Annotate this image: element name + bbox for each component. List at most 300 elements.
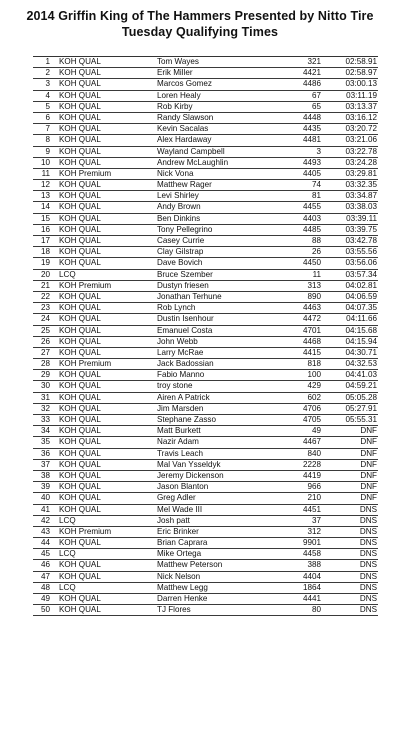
- table-row: [33, 538, 378, 549]
- table-row: [33, 370, 378, 381]
- position-cell: 12: [40, 180, 50, 190]
- position-cell: 9: [45, 146, 50, 156]
- class-cell: KOH QUAL: [59, 594, 101, 603]
- class-cell: KOH QUAL: [59, 448, 101, 458]
- car-number-cell: 388: [307, 560, 321, 570]
- driver-name-cell: Ben Dinkins: [157, 213, 201, 223]
- driver-name-cell: Jason Blanton: [157, 482, 209, 492]
- position-cell: 4: [45, 90, 50, 100]
- driver-name-cell: Dave Bovich: [157, 258, 203, 268]
- table-row: [33, 348, 378, 359]
- driver-name-cell: troy stone: [157, 381, 193, 391]
- car-number-cell: 37: [311, 515, 321, 525]
- driver-name-cell: Stephane Zasso: [157, 415, 216, 424]
- driver-name-cell: Eric Brinker: [157, 526, 199, 536]
- car-number-cell: 4448: [302, 112, 321, 122]
- qualifying-time-cell: 03:34.87: [345, 191, 377, 201]
- position-cell: 23: [40, 303, 50, 313]
- qualifying-time-cell: 04:41.03: [345, 370, 377, 380]
- qualifying-time-cell: DNS: [359, 538, 377, 548]
- class-cell: KOH Premium: [59, 168, 112, 178]
- car-number-cell: 65: [311, 101, 321, 111]
- driver-name-cell: Wayland Campbell: [157, 146, 225, 156]
- car-number-cell: 313: [307, 280, 321, 290]
- driver-name-cell: Matthew Peterson: [157, 560, 223, 570]
- class-cell: KOH QUAL: [59, 57, 101, 66]
- car-number-cell: 4485: [302, 224, 321, 234]
- driver-name-cell: Josh patt: [157, 515, 190, 525]
- table-row: [33, 158, 378, 169]
- table-row: [33, 527, 378, 538]
- qualifying-time-cell: 04:32.53: [345, 359, 377, 369]
- position-cell: 3: [45, 79, 50, 89]
- class-cell: KOH QUAL: [59, 146, 101, 156]
- driver-name-cell: Jack Badossian: [157, 359, 214, 369]
- car-number-cell: 966: [307, 482, 321, 492]
- class-cell: KOH QUAL: [59, 291, 101, 301]
- class-cell: KOH QUAL: [59, 224, 101, 234]
- position-cell: 34: [40, 426, 50, 436]
- class-cell: KOH QUAL: [59, 112, 101, 122]
- car-number-cell: 4458: [302, 549, 321, 559]
- qualifying-time-cell: 03:32.35: [345, 180, 377, 190]
- class-cell: LCQ: [59, 582, 76, 592]
- position-cell: 24: [40, 314, 50, 324]
- table-row: [33, 572, 378, 583]
- car-number-cell: 4451: [302, 504, 321, 514]
- position-cell: 35: [40, 437, 50, 447]
- qualifying-time-cell: 02:58.97: [345, 68, 377, 78]
- qualifying-time-cell: 03:00.13: [345, 79, 377, 89]
- car-number-cell: 4403: [302, 213, 321, 223]
- driver-name-cell: Darren Henke: [157, 594, 208, 603]
- qualifying-time-cell: DNS: [359, 515, 377, 525]
- car-number-cell: 49: [311, 426, 321, 436]
- table-row: [33, 404, 378, 415]
- qualifying-time-cell: 05:05.28: [345, 392, 377, 402]
- qualifying-time-cell: 02:58.91: [345, 57, 377, 66]
- position-cell: 50: [40, 605, 50, 615]
- driver-name-cell: Jonathan Terhune: [157, 291, 222, 301]
- car-number-cell: 26: [311, 247, 321, 257]
- car-number-cell: 4405: [302, 168, 321, 178]
- class-cell: KOH QUAL: [59, 415, 101, 424]
- position-cell: 44: [40, 538, 50, 548]
- driver-name-cell: Larry McRae: [157, 347, 204, 357]
- table-row: [33, 437, 378, 448]
- position-cell: 25: [40, 325, 50, 335]
- table-row: [33, 505, 378, 516]
- class-cell: LCQ: [59, 549, 76, 559]
- qualifying-time-cell: 05:27.91: [345, 403, 377, 413]
- class-cell: KOH QUAL: [59, 180, 101, 190]
- class-cell: KOH QUAL: [59, 470, 101, 480]
- table-row: [33, 191, 378, 202]
- position-cell: 41: [40, 504, 50, 514]
- qualifying-time-cell: DNS: [359, 560, 377, 570]
- position-cell: 22: [40, 291, 50, 301]
- table-row: [33, 281, 378, 292]
- driver-name-cell: TJ Flores: [157, 605, 191, 615]
- position-cell: 2: [45, 68, 50, 78]
- position-cell: 26: [40, 336, 50, 346]
- car-number-cell: 4463: [302, 303, 321, 313]
- position-cell: 1: [45, 57, 50, 66]
- class-cell: KOH QUAL: [59, 403, 101, 413]
- qualifying-time-cell: 04:15.68: [345, 325, 377, 335]
- car-number-cell: 4481: [302, 135, 321, 145]
- car-number-cell: 602: [307, 392, 321, 402]
- class-cell: KOH QUAL: [59, 392, 101, 402]
- qualifying-time-cell: DNS: [359, 594, 377, 603]
- position-cell: 30: [40, 381, 50, 391]
- driver-name-cell: Mal Van Ysseldyk: [157, 459, 221, 469]
- table-row: [33, 516, 378, 527]
- class-cell: KOH QUAL: [59, 202, 101, 212]
- car-number-cell: 74: [311, 180, 321, 190]
- driver-name-cell: Travis Leach: [157, 448, 204, 458]
- document-subtitle: Tuesday Qualifying Times: [121, 25, 279, 39]
- qualifying-time-cell: 04:59.21: [345, 381, 377, 391]
- table-row: [33, 258, 378, 269]
- qualifying-time-cell: DNS: [359, 582, 377, 592]
- driver-name-cell: Casey Currie: [157, 236, 205, 245]
- table-row: [33, 303, 378, 314]
- class-cell: KOH QUAL: [59, 303, 101, 313]
- table-row: [33, 449, 378, 460]
- car-number-cell: 312: [307, 526, 321, 536]
- driver-name-cell: Randy Slawson: [157, 112, 214, 122]
- position-cell: 15: [40, 213, 50, 223]
- table-row: [33, 471, 378, 482]
- qualifying-time-cell: 04:06.59: [345, 291, 377, 301]
- table-row: [33, 68, 378, 79]
- driver-name-cell: Alex Hardaway: [157, 135, 212, 145]
- position-cell: 14: [40, 202, 50, 212]
- class-cell: LCQ: [59, 269, 76, 279]
- qualifying-time-cell: DNF: [360, 470, 377, 480]
- class-cell: KOH QUAL: [59, 124, 101, 134]
- class-cell: KOH QUAL: [59, 68, 101, 78]
- car-number-cell: 4468: [302, 336, 321, 346]
- table-row: [33, 482, 378, 493]
- class-cell: KOH QUAL: [59, 213, 101, 223]
- class-cell: KOH QUAL: [59, 571, 101, 581]
- car-number-cell: 4455: [302, 202, 321, 212]
- car-number-cell: 321: [307, 57, 321, 66]
- driver-name-cell: Clay Gilstrap: [157, 247, 204, 257]
- driver-name-cell: John Webb: [157, 336, 198, 346]
- car-number-cell: 81: [311, 191, 321, 201]
- class-cell: KOH QUAL: [59, 90, 101, 100]
- qualifying-time-cell: DNS: [359, 571, 377, 581]
- car-number-cell: 429: [307, 381, 321, 391]
- class-cell: KOH QUAL: [59, 426, 101, 436]
- class-cell: LCQ: [59, 515, 76, 525]
- car-number-cell: 4705: [302, 415, 321, 424]
- class-cell: KOH Premium: [59, 359, 112, 369]
- position-cell: 33: [40, 415, 50, 424]
- driver-name-cell: Nick Vona: [157, 168, 194, 178]
- car-number-cell: 4486: [302, 79, 321, 89]
- table-row: [33, 247, 378, 258]
- document-title: 2014 Griffin King of The Hammers Presented by Nitto Tire: [26, 9, 374, 23]
- table-row: [33, 147, 378, 158]
- table-row: [33, 135, 378, 146]
- car-number-cell: 4467: [302, 437, 321, 447]
- class-cell: KOH Premium: [59, 526, 112, 536]
- position-cell: 10: [40, 157, 50, 167]
- driver-name-cell: Dustyn friesen: [157, 280, 209, 290]
- qualifying-time-cell: DNF: [360, 448, 377, 458]
- position-cell: 43: [40, 526, 50, 536]
- driver-name-cell: Matthew Legg: [157, 582, 208, 592]
- qualifying-time-cell: DNF: [360, 426, 377, 436]
- qualifying-time-cell: DNS: [359, 605, 377, 615]
- qualifying-time-cell: DNF: [360, 459, 377, 469]
- car-number-cell: 80: [311, 605, 321, 615]
- car-number-cell: 818: [307, 359, 321, 369]
- driver-name-cell: Tom Wayes: [157, 57, 199, 66]
- class-cell: KOH QUAL: [59, 347, 101, 357]
- class-cell: KOH QUAL: [59, 314, 101, 324]
- qualifying-time-cell: 04:11.66: [346, 314, 377, 324]
- driver-name-cell: Greg Adler: [157, 493, 196, 503]
- position-cell: 38: [40, 470, 50, 480]
- position-cell: 6: [45, 112, 50, 122]
- qualifying-time-cell: 03:56.06: [345, 258, 377, 268]
- car-number-cell: 840: [307, 448, 321, 458]
- position-cell: 21: [40, 280, 50, 290]
- table-row: [33, 605, 378, 616]
- driver-name-cell: Airen A Patrick: [157, 392, 210, 402]
- position-cell: 47: [40, 571, 50, 581]
- class-cell: KOH QUAL: [59, 504, 101, 514]
- driver-name-cell: Mike Ortega: [157, 549, 202, 559]
- driver-name-cell: Nick Nelson: [157, 571, 201, 581]
- driver-name-cell: Rob Kirby: [157, 101, 193, 111]
- driver-name-cell: Fabio Manno: [157, 370, 205, 380]
- car-number-cell: 67: [311, 90, 321, 100]
- qualifying-time-cell: 05:55.31: [345, 415, 377, 424]
- table-row: [33, 270, 378, 281]
- table-row: [33, 57, 378, 68]
- car-number-cell: 4404: [302, 571, 321, 581]
- car-number-cell: 1864: [302, 582, 321, 592]
- table-row: [33, 326, 378, 337]
- class-cell: KOH QUAL: [59, 381, 101, 391]
- driver-name-cell: Rob Lynch: [157, 303, 196, 313]
- table-row: [33, 214, 378, 225]
- table-row: [33, 79, 378, 90]
- qualifying-time-cell: 03:20.72: [345, 124, 377, 134]
- car-number-cell: 2228: [302, 459, 321, 469]
- class-cell: KOH QUAL: [59, 538, 101, 548]
- qualifying-time-cell: 03:29.81: [345, 168, 377, 178]
- class-cell: KOH QUAL: [59, 79, 101, 89]
- position-cell: 16: [40, 224, 50, 234]
- driver-name-cell: Nazir Adam: [157, 437, 199, 447]
- car-number-cell: 100: [307, 370, 321, 380]
- driver-name-cell: Marcos Gomez: [157, 79, 212, 89]
- car-number-cell: 4450: [302, 258, 321, 268]
- table-row: [33, 337, 378, 348]
- driver-name-cell: Brian Caprara: [157, 538, 208, 548]
- class-cell: KOH QUAL: [59, 325, 101, 335]
- class-cell: KOH QUAL: [59, 370, 101, 380]
- position-cell: 37: [40, 459, 50, 469]
- position-cell: 20: [40, 269, 50, 279]
- class-cell: KOH QUAL: [59, 336, 101, 346]
- position-cell: 45: [40, 549, 50, 559]
- car-number-cell: 88: [311, 236, 321, 245]
- car-number-cell: 4421: [302, 68, 321, 78]
- table-row: [33, 460, 378, 471]
- qualifying-time-cell: 03:38.03: [345, 202, 377, 212]
- car-number-cell: 9901: [302, 538, 321, 548]
- table-row: [33, 549, 378, 560]
- position-cell: 42: [40, 515, 50, 525]
- position-cell: 7: [45, 124, 50, 134]
- position-cell: 17: [40, 236, 50, 245]
- table-row: [33, 292, 378, 303]
- qualifying-time-cell: 04:30.71: [345, 347, 377, 357]
- class-cell: KOH QUAL: [59, 135, 101, 145]
- position-cell: 5: [45, 101, 50, 111]
- qualifying-time-cell: 03:11.19: [346, 90, 377, 100]
- driver-name-cell: Jeremy Dickenson: [157, 470, 224, 480]
- class-cell: KOH QUAL: [59, 101, 101, 111]
- car-number-cell: 11: [312, 269, 321, 279]
- driver-name-cell: Mel Wade III: [157, 504, 203, 514]
- driver-name-cell: Kevin Sacalas: [157, 124, 209, 134]
- qualifying-time-cell: DNF: [360, 493, 377, 503]
- class-cell: KOH QUAL: [59, 560, 101, 570]
- qualifying-time-cell: 03:39.75: [345, 224, 377, 234]
- class-cell: KOH QUAL: [59, 236, 101, 245]
- car-number-cell: 890: [307, 291, 321, 301]
- qualifying-time-cell: 03:16.12: [345, 112, 377, 122]
- car-number-cell: 4706: [302, 403, 321, 413]
- table-row: [33, 314, 378, 325]
- table-row: [33, 415, 378, 426]
- position-cell: 46: [40, 560, 50, 570]
- driver-name-cell: Bruce Szember: [157, 269, 213, 279]
- position-cell: 27: [40, 347, 50, 357]
- car-number-cell: 4435: [302, 124, 321, 134]
- driver-name-cell: Andrew McLaughlin: [157, 157, 229, 167]
- qualifying-time-cell: 03:24.28: [345, 157, 377, 167]
- driver-name-cell: Emanuel Costa: [157, 325, 213, 335]
- qualifying-time-cell: 03:22.78: [345, 146, 377, 156]
- driver-name-cell: Matthew Rager: [157, 180, 212, 190]
- car-number-cell: 4441: [302, 594, 321, 603]
- position-cell: 28: [40, 359, 50, 369]
- class-cell: KOH QUAL: [59, 437, 101, 447]
- position-cell: 8: [45, 135, 50, 145]
- car-number-cell: 4419: [302, 470, 321, 480]
- qualifying-time-cell: 04:15.94: [345, 336, 377, 346]
- qualifying-time-cell: 03:13.37: [345, 101, 377, 111]
- driver-name-cell: Tony Pellegrino: [157, 224, 213, 234]
- table-row: [33, 426, 378, 437]
- qualifying-time-cell: 03:21.06: [345, 135, 377, 145]
- qualifying-time-cell: DNS: [359, 549, 377, 559]
- car-number-cell: 210: [307, 493, 321, 503]
- position-cell: 11: [41, 168, 50, 178]
- table-row: [33, 180, 378, 191]
- car-number-cell: 4701: [302, 325, 321, 335]
- qualifying-time-cell: DNS: [359, 526, 377, 536]
- position-cell: 36: [40, 448, 50, 458]
- car-number-cell: 3: [316, 146, 321, 156]
- qualifying-time-cell: DNF: [360, 437, 377, 447]
- driver-name-cell: Jim Marsden: [157, 403, 204, 413]
- qualifying-time-cell: 03:57.34: [345, 269, 377, 279]
- qualifying-time-cell: 04:07.35: [345, 303, 377, 313]
- position-cell: 29: [40, 370, 50, 380]
- qualifying-time-cell: DNS: [359, 504, 377, 514]
- qualifying-time-cell: 03:39.11: [346, 213, 377, 223]
- position-cell: 31: [40, 392, 50, 402]
- class-cell: KOH QUAL: [59, 258, 101, 268]
- qualifying-results-table: [33, 56, 378, 616]
- class-cell: KOH QUAL: [59, 247, 101, 257]
- class-cell: KOH QUAL: [59, 493, 101, 503]
- driver-name-cell: Andy Brown: [157, 202, 201, 212]
- position-cell: 49: [40, 594, 50, 603]
- table-row: [33, 225, 378, 236]
- class-cell: KOH QUAL: [59, 459, 101, 469]
- qualifying-time-cell: 03:42.78: [345, 236, 377, 245]
- class-cell: KOH Premium: [59, 280, 112, 290]
- car-number-cell: 4415: [302, 347, 321, 357]
- table-row: [33, 124, 378, 135]
- class-cell: KOH QUAL: [59, 191, 101, 201]
- class-cell: KOH QUAL: [59, 605, 101, 615]
- class-cell: KOH QUAL: [59, 482, 101, 492]
- driver-name-cell: Loren Healy: [157, 90, 201, 100]
- table-row: [33, 169, 378, 180]
- table-row: [33, 393, 378, 404]
- table-row: [33, 236, 378, 247]
- table-row: [33, 594, 378, 605]
- position-cell: 39: [40, 482, 50, 492]
- table-row: [33, 102, 378, 113]
- table-row: [33, 560, 378, 571]
- qualifying-time-cell: 04:02.81: [345, 280, 377, 290]
- driver-name-cell: Erik Miller: [157, 68, 193, 78]
- position-cell: 18: [40, 247, 50, 257]
- qualifying-time-cell: DNF: [360, 482, 377, 492]
- driver-name-cell: Matt Burkett: [157, 426, 201, 436]
- driver-name-cell: Dustin Isenhour: [157, 314, 214, 324]
- table-row: [33, 202, 378, 213]
- table-row: [33, 381, 378, 392]
- position-cell: 13: [40, 191, 50, 201]
- table-row: [33, 91, 378, 102]
- table-row: [33, 113, 378, 124]
- table-row: [33, 493, 378, 504]
- car-number-cell: 4472: [302, 314, 321, 324]
- position-cell: 32: [40, 403, 50, 413]
- position-cell: 40: [40, 493, 50, 503]
- qualifying-time-cell: 03:55.56: [345, 247, 377, 257]
- table-row: [33, 583, 378, 594]
- car-number-cell: 4493: [302, 157, 321, 167]
- driver-name-cell: Levi Shirley: [157, 191, 199, 201]
- position-cell: 48: [40, 582, 50, 592]
